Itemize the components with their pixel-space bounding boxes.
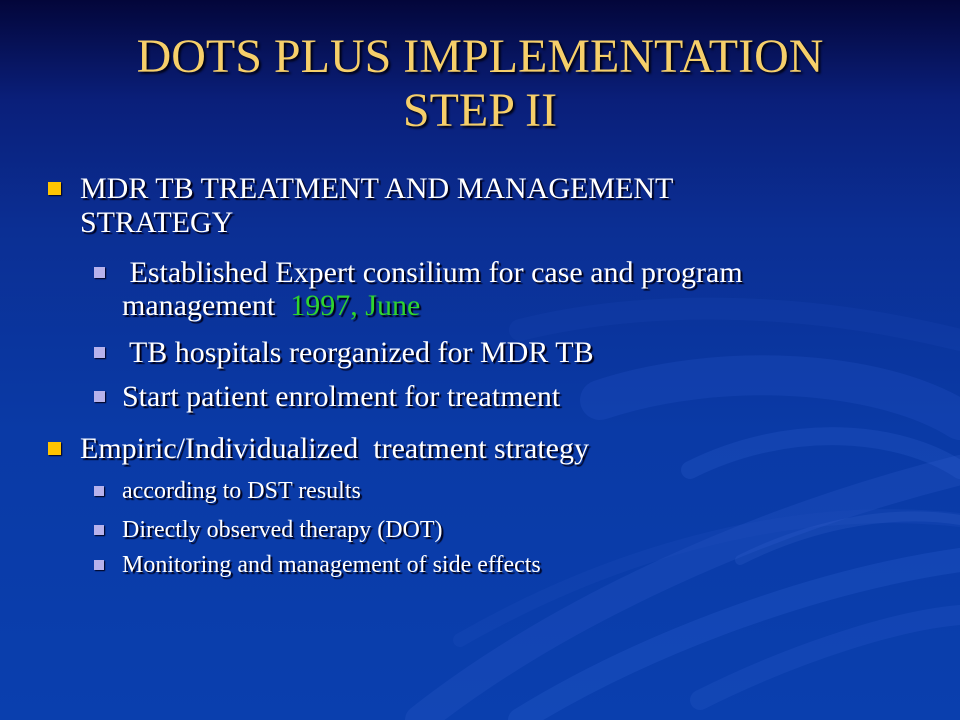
highlight-date: 1997, June (290, 289, 421, 322)
square-bullet-icon (94, 560, 104, 570)
section-heading-line: MDR TB TREATMENT AND MANAGEMENT (80, 172, 674, 205)
slide-title-line: DOTS PLUS IMPLEMENTATION (136, 30, 824, 83)
section-heading-mdr-tb-strategy (80, 172, 920, 240)
list-item-text: TB hospitals reorganized for MDR TB (122, 336, 594, 369)
section-heading-line: STRATEGY (80, 206, 234, 239)
list-item-text: according to DST results (122, 478, 361, 504)
list-item-dst-results (122, 477, 912, 505)
list-item-dot (122, 516, 912, 544)
list-item-expert-consilium (122, 256, 912, 322)
list-item-tb-hospitals (122, 336, 912, 369)
square-bullet-icon (94, 267, 105, 278)
square-bullet-icon (94, 347, 105, 358)
square-bullet-icon (94, 525, 104, 535)
list-item-line (122, 289, 912, 322)
slide-title-line: STEP II (402, 84, 558, 137)
list-item-text: Monitoring and management of side effects (122, 552, 541, 578)
list-item-patient-enrolment (122, 380, 912, 413)
list-item-text: Directly observed therapy (DOT) (122, 517, 443, 543)
list-item-line: Established Expert consilium for case and program (122, 256, 743, 289)
square-bullet-icon (94, 486, 104, 496)
square-bullet-icon (94, 391, 105, 402)
list-item-text: Start patient enrolment for treatment (122, 380, 561, 413)
square-bullet-icon (48, 182, 61, 195)
square-bullet-icon (48, 442, 61, 455)
list-item-text: management (122, 289, 291, 322)
section-heading-line: Empiric/Individualized treatment strategy (80, 432, 589, 465)
section-heading-treatment-strategy (80, 432, 920, 466)
list-item-side-effects (122, 551, 912, 579)
